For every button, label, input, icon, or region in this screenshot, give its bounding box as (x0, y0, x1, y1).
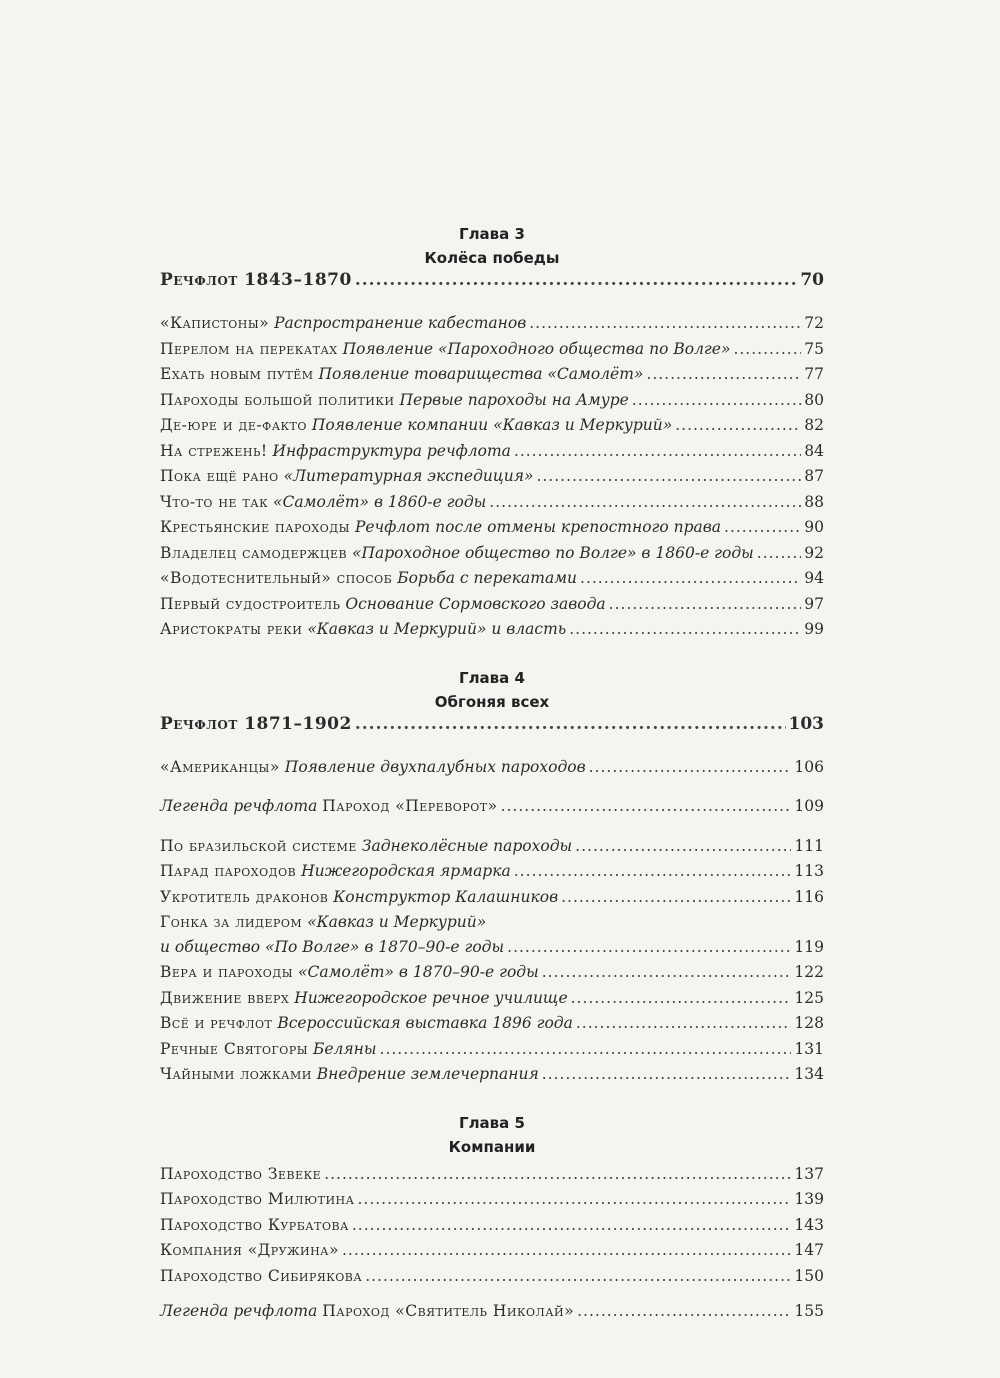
entry-subtitle: Нижегородская ярмарка (301, 862, 511, 880)
toc-entry[interactable] (160, 1216, 824, 1242)
toc-entry[interactable] (160, 467, 824, 493)
table-of-contents (160, 222, 824, 1328)
entry-title: Владелец самодержцев (160, 543, 348, 562)
toc-entry[interactable] (160, 1267, 824, 1293)
entry-title: Речные Святогоры (160, 1039, 309, 1058)
page-number: 92 (804, 543, 824, 562)
toc-entry[interactable] (160, 837, 824, 863)
toc-entry[interactable] (160, 758, 824, 784)
entry-title: Первый судостроитель (160, 594, 341, 613)
page-number: 94 (804, 569, 824, 587)
leader-dots (507, 938, 791, 956)
leader-dots (529, 314, 801, 332)
toc-entry[interactable] (160, 963, 824, 989)
page-number: 155 (794, 1302, 824, 1320)
leader-dots (569, 620, 801, 638)
toc-entry[interactable] (160, 1014, 824, 1040)
leader-dots (609, 595, 802, 613)
toc-entry[interactable] (160, 620, 824, 646)
page-number: 99 (804, 620, 824, 638)
toc-entry[interactable] (160, 1065, 824, 1091)
entry-subtitle: Легенда речфлота (160, 797, 318, 815)
chapter-3 (160, 222, 824, 646)
entry-title: Пароходы большой политики (160, 390, 395, 409)
toc-entry[interactable] (160, 544, 824, 570)
page-number: 88 (804, 492, 824, 511)
entry-title: Компания «Дружина» (160, 1241, 339, 1259)
entry-title: Пароход «Святитель Николай» (322, 1302, 575, 1320)
leader-dots (355, 270, 798, 290)
leader-dots (342, 1241, 791, 1259)
leader-dots (646, 365, 801, 383)
entry-title: Де-юре и де-факто (160, 416, 307, 434)
page-number: 139 (794, 1190, 824, 1208)
leader-dots (675, 416, 801, 434)
leader-dots (542, 1065, 792, 1083)
leader-dots (514, 862, 792, 880)
entry-subtitle: Появление «Пароходного общества по Волге» (342, 339, 731, 358)
entry-title: «Водотеснительный» способ (160, 569, 393, 587)
page-number: 116 (794, 887, 824, 906)
entry-title: Парад пароходов (160, 862, 297, 880)
page-number: 113 (794, 862, 824, 880)
entry-title: Пароходство Милютина (160, 1190, 355, 1208)
entry-title: Пока ещё рано (160, 467, 279, 485)
entry-title: Чайными ложками (160, 1065, 312, 1083)
entry-subtitle: Появление товарищества «Самолёт» (318, 365, 644, 383)
entry-subtitle: Заднеколёсные пароходы (361, 836, 573, 855)
page-number: 131 (794, 1039, 824, 1058)
entry-subtitle: Инфраструктура речфлота (272, 441, 511, 460)
leader-dots (561, 888, 791, 906)
toc-entry[interactable] (160, 888, 824, 914)
leader-dots (355, 714, 786, 734)
entry-subtitle: Появление компании «Кавказ и Меркурий» (311, 416, 673, 434)
chapter-title: Обгоняя всех (434, 692, 550, 711)
toc-entry[interactable] (160, 314, 824, 340)
page-number: 128 (794, 1014, 824, 1032)
toc-entry[interactable] (160, 442, 824, 468)
leader-dots (352, 1216, 792, 1234)
toc-entry-legend[interactable] (160, 797, 824, 823)
page-number: 75 (804, 339, 824, 358)
page-number: 80 (804, 390, 824, 409)
major-entry[interactable] (160, 270, 824, 300)
leader-dots (324, 1165, 791, 1183)
entry-subtitle: Нижегородское речное училище (294, 988, 568, 1007)
chapter-label: Глава 5 (459, 1113, 525, 1132)
leader-dots (380, 1040, 792, 1058)
leader-dots (365, 1267, 791, 1285)
page-number: 87 (804, 467, 824, 485)
entry-title: По бразильской системе (160, 836, 357, 855)
toc-entry[interactable] (160, 365, 824, 391)
leader-dots (632, 391, 801, 409)
entry-subtitle: «Самолёт» в 1870–90-е годы (298, 963, 539, 981)
toc-entry[interactable] (160, 1165, 824, 1191)
toc-entry[interactable] (160, 989, 824, 1015)
entry-subtitle: Всероссийская выставка 1896 года (277, 1014, 573, 1032)
entry-title: Что-то не так (160, 492, 269, 511)
entry-title: Ехать новым путём (160, 365, 314, 383)
toc-entry[interactable] (160, 493, 824, 519)
entry-subtitle: Беляны (312, 1039, 377, 1058)
toc-entry[interactable] (160, 518, 824, 544)
page-number: 82 (804, 416, 824, 434)
toc-entry[interactable] (160, 569, 824, 595)
page-number: 106 (794, 757, 824, 776)
entry-title: Пароходство Курбатова (160, 1215, 349, 1234)
entry-subtitle: Внедрение землечерпания (316, 1065, 539, 1083)
entry-title: Перелом на перекатах (160, 339, 338, 358)
entry-title: Речфлот 1843–1870 (160, 270, 352, 290)
chapter-4 (160, 666, 824, 1091)
page-number: 72 (804, 314, 824, 332)
leader-dots (489, 493, 801, 511)
entry-subtitle: «Литературная экспедиция» (283, 467, 534, 485)
entry-title: Вера и пароходы (160, 963, 294, 981)
entry-subtitle: Распространение кабестанов (274, 314, 527, 332)
leader-dots (576, 1014, 792, 1032)
entry-title: Всё и речфлот (160, 1014, 273, 1032)
entry-subtitle: Первые пароходы на Амуре (399, 390, 629, 409)
entry-title: Пароходство Зевеке (160, 1164, 322, 1183)
entry-title: «Капистоны» (160, 314, 270, 332)
entry-subtitle: «Пароходное общество по Волге» в 1860-е годы (352, 543, 754, 562)
major-entry[interactable] (160, 714, 824, 744)
entry-subtitle: «Самолёт» в 1860-е годы (273, 492, 487, 511)
entry-title: На стрежень! (160, 441, 268, 460)
leader-dots (589, 758, 792, 776)
page-number: 147 (794, 1241, 824, 1259)
chapter-5 (160, 1111, 824, 1328)
entry-title: Аристократы реки (160, 620, 303, 638)
toc-entry[interactable] (160, 1190, 824, 1216)
page-number: 77 (804, 365, 824, 383)
entry-title: Пароходство Сибирякова (160, 1266, 363, 1285)
page-number: 84 (804, 441, 824, 460)
leader-dots (733, 340, 801, 358)
entry-title: Движение вверх (160, 988, 290, 1007)
page-number: 103 (788, 713, 824, 734)
page-number: 119 (794, 938, 824, 956)
page-number: 143 (794, 1215, 824, 1234)
leader-dots (514, 442, 801, 460)
entry-subtitle: «Кавказ и Меркурий» и власть (307, 620, 567, 638)
toc-entry[interactable] (160, 1040, 824, 1066)
leader-dots (542, 963, 792, 981)
entry-title: Речфлот 1871–1902 (160, 713, 352, 734)
entry-title: Укротитель драконов (160, 887, 329, 906)
chapter-label: Глава 3 (459, 225, 525, 243)
page-number: 111 (794, 836, 824, 855)
toc-entry[interactable] (160, 340, 824, 366)
leader-dots (501, 797, 792, 815)
leader-dots (575, 837, 791, 855)
leader-dots (571, 989, 792, 1007)
chapter-label: Глава 4 (459, 668, 525, 687)
leader-dots (536, 467, 801, 485)
toc-entry[interactable] (160, 391, 824, 417)
entry-subtitle: «Кавказ и Меркурий» (307, 913, 487, 931)
page-number: 90 (804, 518, 824, 536)
entry-title: «Американцы» (160, 757, 280, 776)
page-number: 150 (794, 1266, 824, 1285)
page-number: 109 (794, 797, 824, 815)
entry-title: Пароход «Переворот» (322, 797, 498, 815)
page-number: 125 (794, 988, 824, 1007)
leader-dots (577, 1302, 791, 1320)
leader-dots (357, 1190, 791, 1208)
page-number: 122 (794, 963, 824, 981)
leader-dots (724, 518, 801, 536)
entry-subtitle: Основание Сормовского завода (345, 594, 606, 613)
chapter-title: Колёса победы (424, 249, 560, 267)
entry-subtitle: Легенда речфлота (160, 1302, 318, 1320)
entry-subtitle: Борьба с перекатами (397, 569, 578, 587)
toc-entry[interactable] (160, 862, 824, 888)
entry-subtitle-continued: и общество «По Волге» в 1870–90-е годы (160, 938, 505, 956)
leader-dots (580, 569, 801, 587)
toc-entry-legend[interactable] (160, 1302, 824, 1328)
page-number: 97 (804, 594, 824, 613)
entry-title: Крестьянские пароходы (160, 518, 351, 536)
toc-entry[interactable] (160, 1241, 824, 1267)
entry-subtitle: Речфлот после отмены крепостного права (354, 518, 722, 536)
leader-dots (757, 544, 801, 562)
entry-title: Гонка за лидером (160, 913, 303, 931)
toc-entry[interactable] (160, 416, 824, 442)
toc-entry[interactable] (160, 595, 824, 621)
toc-entry[interactable] (160, 913, 824, 963)
page-number: 70 (800, 270, 824, 290)
page-number: 134 (794, 1065, 824, 1083)
entry-subtitle: Конструктор Калашников (333, 887, 559, 906)
page-number: 137 (794, 1164, 824, 1183)
entry-subtitle: Появление двухпалубных пароходов (284, 757, 586, 776)
chapter-title: Компании (448, 1137, 536, 1156)
